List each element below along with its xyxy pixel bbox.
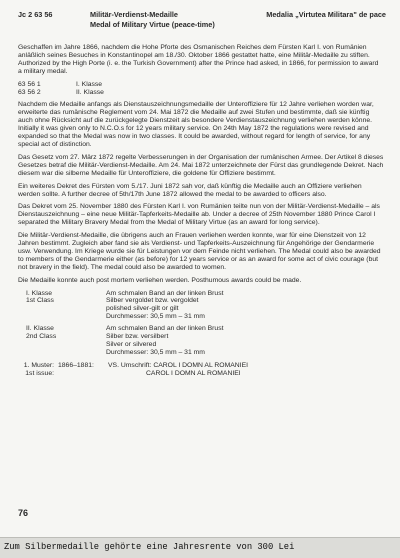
class-list [18,290,384,357]
issue-entry [18,362,384,378]
class-label-german: II. Klasse [26,325,54,333]
class-line: Silber bzw. versilbert [106,333,169,341]
catalog-row-code: 63 56 2 [18,88,41,96]
class-line: Durchmesser: 30,5 mm – 31 mm [106,313,205,321]
class-line: Am schmalen Band an der linken Brust [106,289,224,297]
law-paragraph: Das Gesetz vom 27. März 1872 regelte Verbesserungen in der Organisation der rumänischen Armee. Der Artikel 8 dieses Gesetzes betraf die Militär-Verdienst-Medaille. Am 24. Mai 1872 unterzeichnete der Fürst das grundlegende Dekret. Nach diesem war die silberne Medaille für Unteroffiziere, die goldene für Offiziere bestimmt. [18,153,384,177]
issue-inscription-line: VS. Umschrift: CAROL I DOMN AL ROMANIEI [108,361,248,369]
title-romanian: Medalia „Virtutea Militara" de pace [266,10,386,19]
class-label-german: I. Klasse [26,289,53,297]
class-line: polished silver-gilt or gilt [106,305,179,313]
catalog-list [18,81,384,97]
footer-annotation [0,537,400,558]
issue-label-german: 1. Muster: [23,361,54,369]
bravery-paragraph: Das Dekret vom 25. November 1880 des Fürsten Karl I. von Rumänien teilte nun von der Militär-Verdienst-Medaille – als Dienstauszeichnung – eine neue Militär-Tapferkeits-Medaille ab. Under a decree of 25th November 1880 Prince Carol I separated the Military Bravery Medal from the Medal of Military Virtue (as an award for long service). [18,203,380,227]
issue-label-english: 1st issue: [25,369,54,377]
class-line: Silver or silvered [106,341,157,348]
catalog-row-label: I. Klasse [76,80,103,88]
class-entry [18,290,384,322]
page-number: 76 [18,508,29,518]
title-german: Militär-Verdienst-Medaille [90,10,178,19]
class-line: Am schmalen Band an der linken Brust [106,325,224,333]
intro-german: Geschaffen im Jahre 1866, nachdem die Hohe Pforte des Osmanischen Reiches dem Fürsten Karl I. von Rumänien anläßlich seines Besuches in Konstantinopel am 18./30. Oktober 1866 gestattet hatte, eine Militär-Medaille zu stiften. [18,44,370,59]
catalog-row [18,81,384,89]
document-body [18,44,384,378]
class-label-english: 1st Class [26,297,54,305]
page-header [18,10,386,36]
class-line: Silber vergoldet bzw. vergoldet [106,297,199,305]
officers-paragraph: Ein weiteres Dekret des Fürsten vom 5./17. Juni 1872 sah vor, daß künftig die Medaille auch an Offiziere verliehen werden sollte. A further decree of 5th/17th June 1872 allowed the medal to be awarded to officers also. [18,182,362,198]
history-paragraph: Nachdem die Medaille anfangs als Dienstauszeichnungsmedaille der Unteroffiziere für 12 Jahre verliehen worden war, erweiterte das rumänische Reglement vom 24. Mai 1872 die Medaille auf zwei Stufen und bestimmte, daß sie künftig auch ohne Rücksicht auf die zurückgelegte Dienstzeit als besondere Verdienstauszeichnung verliehen werden könne. Initially it was given only to N.C.O.s for 12 years military service. On 24th May 1872 the regulations were revised and expanded so that the Medal was now in two classes. It could be awarded, without regard for length of service, for any special act of distinction. [18,101,374,148]
intro-paragraph [18,44,384,76]
class-label-english: 2nd Class [26,333,57,341]
issue-inscription-line: CAROL I DOMN AL ROMANIEI [146,369,241,377]
posthumous-paragraph: Die Medaille konnte auch post mortem verliehen werden. Posthumous awards could be made. [18,276,302,284]
catalog-row-label: II. Klasse [76,88,104,96]
intro-english: Authorized by the High Porte (i. e. the Turkish Government) after the Prince had asked, in 1866, for permission to award a military medal. [18,59,379,75]
class-entry [18,325,384,357]
catalog-code: Jc 2 63 56 [18,10,53,19]
footer-annotation-text: Zum Silbermedaille gehörte eine Jahresrente von 300 Lei [4,542,295,552]
gendarmerie-paragraph: Die Militär-Verdienst-Medaille, die übrigens auch an Frauen verliehen werden konnte, war für eine Dienstzeit von 12 Jahren bestimmt. Zugleich aber fand sie als Verdienst- und Tapferkeits-Auszeichnung für Angehörige der Gendarmerie usw. Verwendung. Im Kriege wurde sie für Leistungen vor dem Feinde nicht verliehen. The Medal could also be awarded to members of the Gendarmerie either (as before) for 12 years service or as an award for some act of civic courage (but not bravery in the field). The medal could also be awarded to women. [18,232,381,271]
catalog-row [18,89,384,97]
issue-years: 1866–1881: [58,361,94,369]
class-line: Durchmesser: 30,5 mm – 31 mm [106,348,205,356]
title-english: Medal of Military Virtue (peace-time) [90,20,215,29]
catalog-row-code: 63 56 1 [18,80,41,88]
